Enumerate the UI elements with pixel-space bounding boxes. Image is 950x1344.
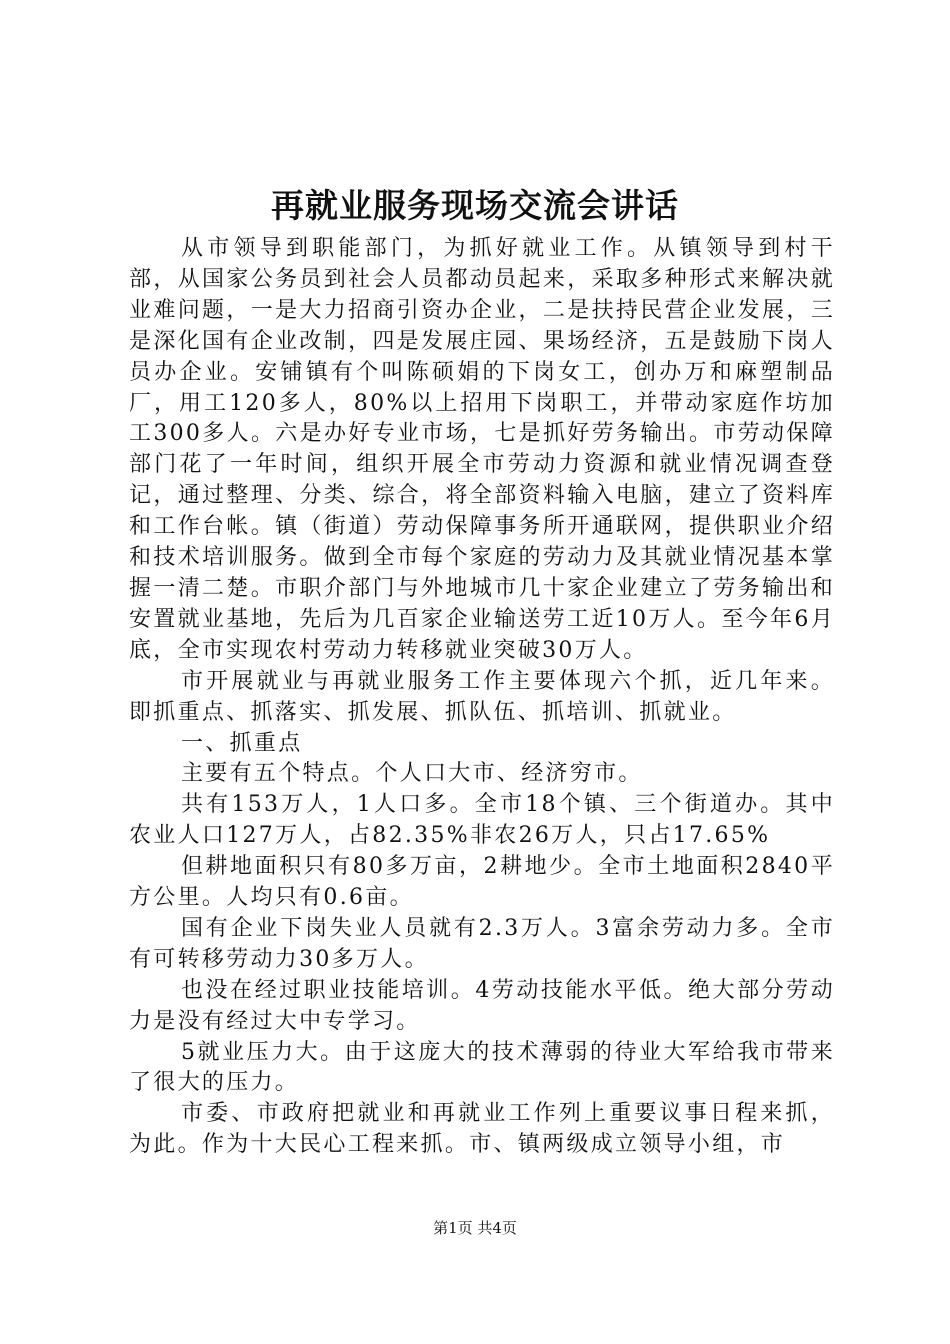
document-title: 再就业服务现场交流会讲话 — [271, 186, 679, 225]
document-body — [129, 234, 835, 1161]
section-heading: 一、抓重点 — [181, 730, 303, 756]
paragraph: 市开展就业与再就业服务工作主要体现六个抓，近几年来。即抓重点、抓落实、抓发展、抓队伍、抓培训、抓就业。 — [129, 668, 835, 725]
paragraph: 也没在经过职业技能培训。4劳动技能水平低。绝大部分劳动力是没有经过大中专学习。 — [129, 977, 835, 1034]
page-footer: 第1页 共4页 — [433, 1219, 517, 1237]
paragraph: 从市领导到职能部门，为抓好就业工作。从镇领导到村干部，从国家公务员到社会人员都动员起来，采取多种形式来解决就业难问题，一是大力招商引资办企业，二是扶持民营企业发展，三是深化国有企业改制，四是发展庄园、果场经济，五是鼓励下岗人员办企业。安铺镇有个叫陈硕娟的下岗女工，创办万和麻塑制品厂，用工120多人，80%以上招用下岗职工，并带动家庭作坊加工300多人。六是办好专业市场，七是抓好劳务输出。市劳动保障部门花了一年时间，组织开展全市劳动力资源和就业情况调查登记，通过整理、分类、综合，将全部资料输入电脑，建立了资料库和工作台帐。镇（街道）劳动保障事务所开通联网，提供职业介绍和技术培训服务。做到全市每个家庭的劳动力及其就业情况基本掌握一清二楚。市职介部门与外地城市几十家企业建立了劳务输出和安置就业基地，先后为几百家企业输送劳工近10万人。至今年6月底，全市实现农村劳动力转移就业突破30万人。 — [129, 236, 835, 663]
paragraph: 但耕地面积只有80多万亩，2耕地少。全市土地面积2840平方公里。人均只有0.6亩。 — [129, 854, 835, 911]
paragraph: 主要有五个特点。个人口大市、经济穷市。 — [181, 761, 643, 787]
paragraph: 5就业压力大。由于这庞大的技术薄弱的待业大军给我市带来了很大的压力。 — [129, 1039, 835, 1096]
paragraph: 市委、市政府把就业和再就业工作列上重要议事日程来抓，为此。作为十大民心工程来抓。市、镇两级成立领导小组，市 — [129, 1101, 835, 1158]
paragraph: 国有企业下岗失业人员就有2.3万人。3富余劳动力多。全市有可转移劳动力30多万人。 — [129, 915, 835, 972]
paragraph: 共有153万人，1人口多。全市18个镇、三个街道办。其中农业人口127万人，占82.35%非农26万人，只占17.65% — [129, 792, 835, 849]
